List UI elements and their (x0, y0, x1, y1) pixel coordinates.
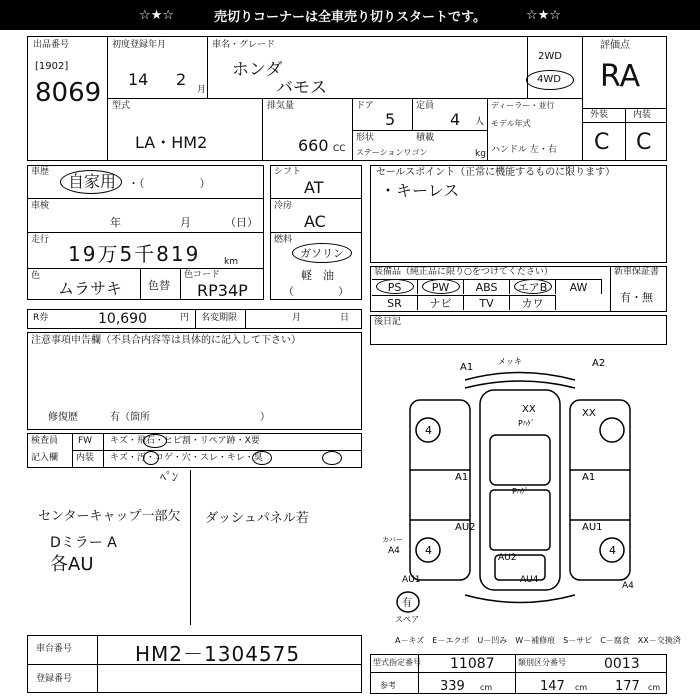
mark-4-fl: 4 (425, 424, 432, 437)
seat-value: 4 (450, 110, 461, 129)
color-code: RP34P (197, 281, 248, 300)
sales-block (370, 165, 667, 263)
load-unit: kg (475, 149, 486, 159)
seat-unit: 人 (475, 117, 485, 127)
inspector-label-1: 検査員 (31, 436, 59, 446)
legend: A－キズ E－エクボ U－凹み W－補修痕 S－サビ C－腐食 XX－交換済 (395, 636, 681, 645)
mark-xx-2: XX (582, 408, 596, 419)
int-smell-circle (322, 451, 342, 465)
name-label: 車名・グレード (212, 40, 276, 50)
cc-label: 排気量 (267, 101, 295, 111)
mark-au2-center: AU2 (498, 553, 517, 563)
mark-cover: カバー (382, 536, 403, 544)
rear-bumper (465, 595, 575, 603)
first-reg-label: 初度登録年月 (112, 40, 167, 50)
mark-phage-1: Pﾊｹﾞ (518, 419, 535, 428)
dealer-label: ディーラー・並行 (491, 101, 555, 110)
repair-value: 有（箇所 ） (110, 412, 270, 423)
fw-text: キズ・飛石・ヒビ割・リペア跡・X要 (110, 436, 260, 446)
equipment-circle (514, 279, 552, 294)
inspection-label: 車検 (31, 201, 50, 211)
equipment-item: PS (372, 279, 418, 294)
mark-xx-1: XX (522, 404, 536, 415)
lot-number: 8069 (35, 78, 102, 108)
recycle-label: R券 (33, 313, 49, 323)
ref-label: 参考 (380, 681, 396, 690)
type-value: LA・HM2 (135, 133, 208, 152)
hei-value: 177 (615, 679, 640, 694)
remark-2: ダッシュパネル若 (205, 511, 309, 526)
class-label: 類別区分番号 (518, 658, 566, 667)
int-dirt-circle (143, 451, 159, 465)
windshield (490, 435, 550, 485)
reg-label: 登録番号 (36, 674, 73, 684)
history-rest: ・（ ） (128, 177, 211, 190)
mark-a4-left: A4 (388, 546, 400, 556)
first-reg-month: 2 (176, 70, 187, 89)
mark-a2: A2 (592, 358, 606, 369)
mark-a1-right: A1 (582, 472, 596, 483)
load-label: 積載 (416, 133, 435, 143)
type-cert-value: 11087 (450, 656, 495, 672)
shift-value: AT (304, 178, 324, 197)
equipment-item: ナビ (418, 295, 464, 310)
lot-label: 出品番号 (33, 40, 70, 50)
len-value: 339 (440, 679, 465, 694)
car-diagram (370, 350, 670, 630)
equipment-grid (372, 279, 608, 311)
mileage-unit: km (224, 257, 238, 267)
warranty-value: 有・無 (620, 291, 653, 304)
mark-spare-yes: 有 (402, 598, 412, 609)
roof (490, 490, 550, 550)
cc-unit: CC (333, 144, 346, 154)
type-label: 型式 (112, 101, 131, 111)
mark-a1-top: A1 (460, 362, 474, 373)
score-label: 評価点 (600, 40, 630, 51)
drive-2wd: 2WD (538, 51, 562, 62)
mark-spare: スペア (395, 615, 419, 624)
handle-label: ハンドル 左・右 (491, 145, 557, 155)
banner-stars-right: ☆★☆ (525, 7, 561, 23)
recycle-yen: 円 (180, 313, 190, 323)
first-reg-year: 14 (128, 70, 149, 89)
cc-value: 660 (298, 136, 329, 155)
wheel-fr (600, 418, 624, 442)
equipment-circle (376, 279, 414, 294)
mark-mekki: メッキ (498, 357, 522, 366)
mark-a4-right: A4 (622, 581, 634, 591)
fuel-diesel: 軽 油 (301, 269, 334, 282)
lot-code: [1902] (35, 61, 69, 72)
int-scuff-circle (252, 451, 272, 465)
banner-stars-left: ☆★☆ (139, 7, 175, 23)
newcar-label: 新車保証書 (614, 267, 660, 277)
equipment-item: TV (464, 295, 510, 310)
month-unit: 月 (197, 85, 207, 95)
class-value: 0013 (604, 656, 640, 672)
notes-title: 注意事項申告欄（不具合内容等は具体的に記入して下さい） (31, 335, 301, 346)
mark-au1-right: AU1 (582, 522, 603, 533)
equipment-title: 装備品（純正品に限り○をつけてください） (374, 267, 553, 277)
ac-label: 冷房 (274, 201, 293, 211)
shape-value: ステーションワゴン (356, 148, 428, 157)
mark-au4: AU4 (520, 575, 539, 585)
wid-cm: cm (575, 683, 588, 692)
shift-label: シフト (274, 167, 302, 177)
remark-1: センターキャップ一部欠 (38, 509, 181, 524)
remark-4: 各AU (50, 554, 94, 575)
fuel-other: （ ） (283, 285, 349, 298)
score-value: RA (600, 59, 641, 94)
equipment-item: エアB (510, 279, 556, 294)
fw-label: FW (78, 436, 93, 446)
inspection-month: 月 (180, 216, 191, 229)
chassis-value: HM2－1304575 (135, 642, 301, 666)
int-label: 内装 (633, 110, 652, 120)
color-value: ムラサキ (58, 279, 123, 298)
sales-title: セールスポイント（正常に機能するものに限ります） (376, 167, 616, 178)
sales-point: ・キーレス (380, 181, 460, 200)
model-year-label: モデル年式 (491, 119, 531, 128)
color-swap: 色替 (148, 279, 170, 292)
int-insp-label: 内装 (76, 453, 95, 463)
repair-label: 修復歴 (48, 412, 78, 423)
int-insp-text: キズ・汚・コゲ・穴・スレ・キレ・臭 (110, 453, 263, 463)
remark-3: Dミラー A (50, 535, 117, 551)
hei-cm: cm (648, 683, 661, 692)
equipment-item: SR (372, 295, 418, 310)
ext-grade: C (594, 130, 610, 155)
equipment-item: PW (418, 279, 464, 294)
exp-day: 日 (340, 313, 350, 323)
wid-value: 147 (540, 679, 565, 694)
door-label: ドア (356, 101, 374, 111)
chassis-label: 車台番号 (36, 644, 73, 654)
door-value: 5 (385, 110, 396, 129)
model-name: バモス (276, 78, 327, 98)
exp-label: 名変期限 (201, 313, 238, 323)
drive-4wd: 4WD (537, 74, 561, 85)
ext-label: 外装 (590, 110, 609, 120)
recycle-value: 10,690 (98, 311, 147, 327)
equipment-item: ABS (464, 279, 510, 294)
mark-pen: ﾍﾟﾝ (160, 470, 179, 484)
seat-label: 定員 (416, 101, 435, 111)
exp-month: 月 (292, 313, 302, 323)
front-bumper (465, 373, 575, 381)
inspector-label-2: 記入欄 (31, 453, 59, 463)
after-label: 後日記 (374, 317, 402, 327)
mark-a1-left: A1 (455, 472, 469, 483)
mark-au2-left: AU2 (455, 522, 476, 533)
mark-4-rl: 4 (425, 544, 432, 557)
mileage-value: 19万5千819 (68, 242, 201, 266)
banner-text: 売切りコーナーは全車売り切りスタートです。 (214, 9, 486, 25)
equipment-item: カワ (510, 295, 556, 310)
ac-value: AC (304, 212, 326, 231)
mileage-label: 走行 (31, 235, 50, 245)
history-label: 車歴 (31, 167, 50, 177)
equipment-item: AW (556, 279, 602, 294)
len-cm: cm (480, 683, 493, 692)
fuel-label: 燃料 (274, 235, 293, 245)
fuel-value: ガソリン (300, 247, 344, 260)
color-label: 色 (31, 271, 41, 281)
mark-au1-left: AU1 (402, 575, 421, 585)
history-value: 自家用 (68, 172, 117, 191)
inspection-year: 年 (110, 216, 121, 229)
int-grade: C (636, 130, 652, 155)
maker-name: ホンダ (232, 60, 283, 80)
shape-label: 形状 (356, 133, 375, 143)
type-cert-label: 型式指定番号 (373, 658, 421, 667)
mark-4-rr: 4 (609, 544, 616, 557)
color-code-label: 色コード (184, 270, 221, 280)
mark-phage-2: Pﾊｹﾞ (512, 487, 529, 496)
inspection-day: （日） (225, 216, 258, 229)
equipment-circle (422, 279, 460, 294)
banner (0, 0, 700, 30)
after-notes-block (370, 315, 667, 345)
fw-stone-circle (143, 434, 167, 448)
